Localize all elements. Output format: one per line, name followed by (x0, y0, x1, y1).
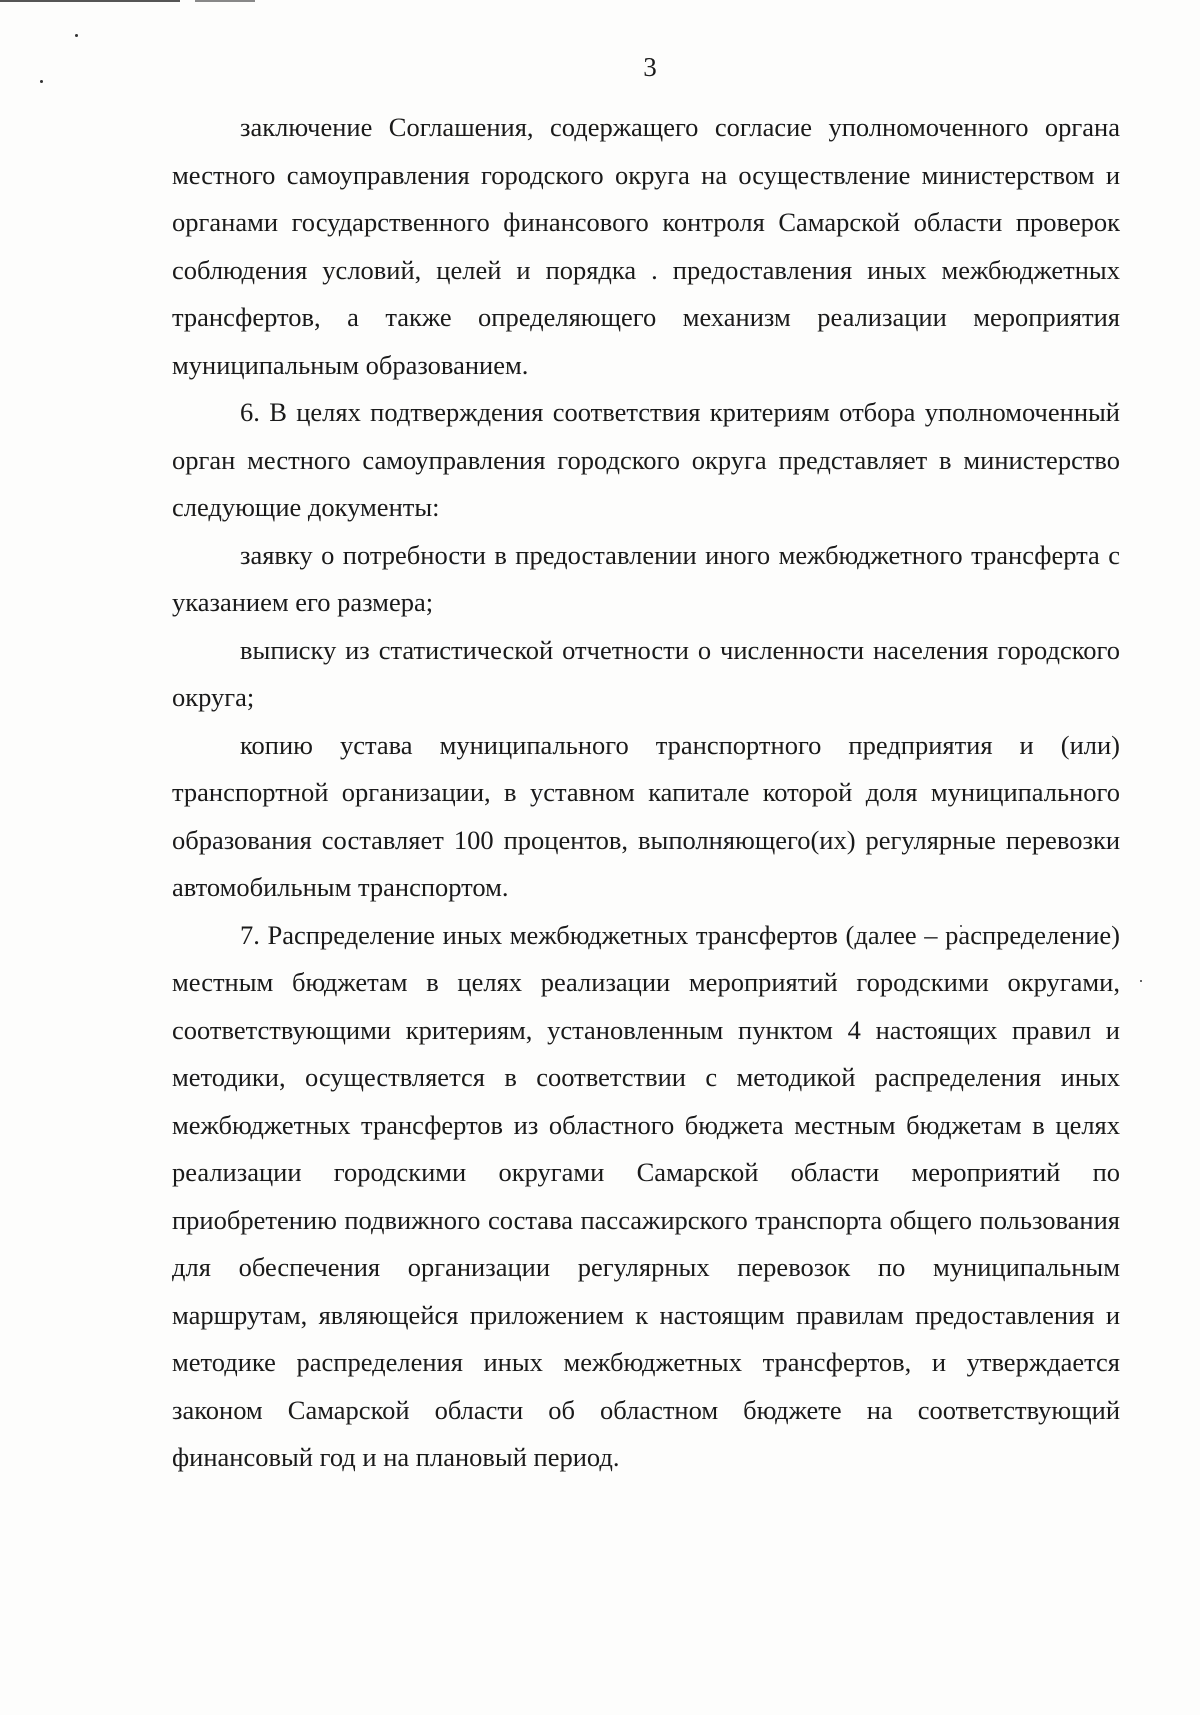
paragraph-6: 6. В целях подтверждения соответствия критериям отбора уполномоченный орган местного самоуправления городского округа представляет в министерство следующие документы: (172, 397, 1120, 522)
scan-speck (75, 34, 78, 37)
scan-edge-line (0, 0, 180, 2)
paragraph-charter-copy: копию устава муниципального транспортного предприятия и (или) транспортной организации, в уставном капитале которой доля муниципального образования составляет 100 процентов, выполняющего(их) регулярные перевозки автомобильным транспортом. (172, 729, 1120, 902)
scan-edge-line (195, 0, 255, 2)
paragraph-application: заявку о потребности в предоставлении иного межбюджетного трансферта с указанием его размера; (172, 539, 1120, 617)
paragraph-7: 7. Распределение иных межбюджетных трансфертов (далее – распределение) местным бюджетам в целях реализации мероприятий городскими округами, соответствующими критериям, установленным пунктом 4 настоящих правил и методики, осуществляется в соответствии с методикой распределения иных межбюджетных трансфертов из областного бюджета местным бюджетам в целях реализации городскими округами Самарской области мероприятий по приобретению подвижного состава пассажирского транспорта общего пользования для обеспечения организации регулярных перевозок по муниципальным маршрутам, являющейся приложением к настоящим правилам предоставления и методике распределения иных межбюджетных трансфертов, и утверждается законом Самарской области об областном бюджете на соответствующий финансовый год и на плановый период. (172, 919, 1120, 1472)
scan-speck (1140, 980, 1142, 982)
document-body (172, 104, 1120, 1482)
paragraph-agreement-continuation: заключение Соглашения, содержащего согласие уполномоченного органа местного самоуправления городского округа на осуществление министерством и органами государственного финансового контроля Самарской области проверок соблюдения условий, целей и порядка . предоставления иных межбюджетных трансфертов, а также определяющего механизм реализации мероприятия муниципальным образованием. (172, 112, 1120, 380)
page-number: 3 (643, 52, 657, 82)
paragraph-statistics-extract: выписку из статистической отчетности о численности населения городского округа; (172, 634, 1120, 712)
